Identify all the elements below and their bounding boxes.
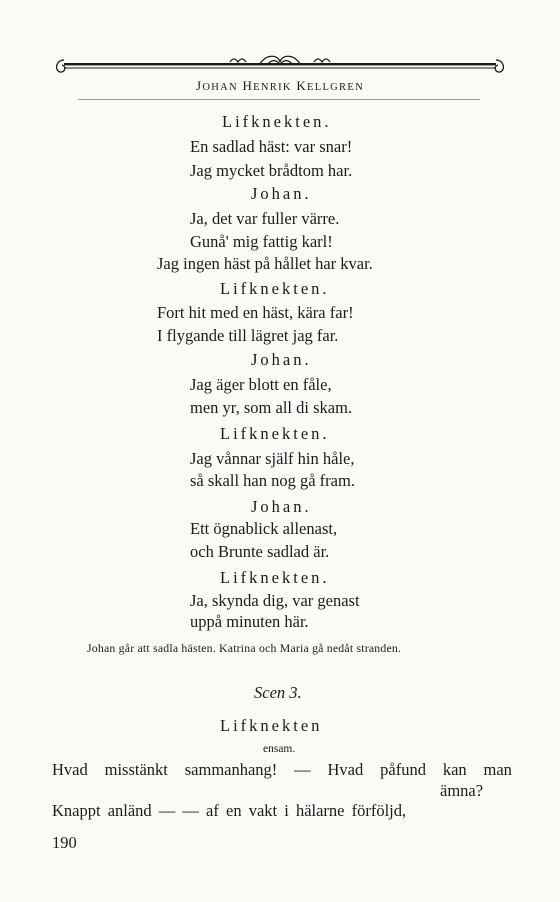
speaker-name: Lifknekten. [222,112,332,131]
header-ornament-icon [50,52,510,80]
speaker-name: Lifknekten. [220,279,330,298]
verse-line: Ja, skynda dig, var genast [190,591,360,610]
verse-word: kan [442,760,467,779]
verse-line [52,760,512,780]
verse-line: Knappt anländ — — af en vakt i hälarne förföljd, [52,801,407,820]
verse-line: Ett ögnablick allenast, [190,519,338,538]
verse-line: Jag ingen häst på hållet har kvar. [157,254,373,273]
verse-line: Jag mycket brådtom har. [190,161,353,180]
verse-word: påfund [380,760,426,779]
verse-line: En sadlad häst: var snar! [190,137,353,156]
verse-line: Jag vånnar själf hin håle, [190,449,355,468]
verse-line-continuation: ämna? [440,781,484,800]
running-head-part: OHAN [202,82,238,93]
verse-line: men yr, som all di skam. [190,398,353,417]
running-head-initial: J [196,78,203,93]
verse-word: Hvad [327,760,364,779]
verse-word: man [483,760,512,779]
verse-word: misstänkt [104,760,168,779]
verse-line: Jag äger blott en fåle, [190,375,332,394]
scene-title: Scen 3. [254,683,302,702]
stage-note: ensam. [263,743,296,755]
verse-line: Ja, det var fuller värre. [190,209,340,228]
verse-line: så skall han nog gå fram. [190,471,355,490]
running-head-part: ENRIK [253,82,292,93]
running-head-initial: K [296,78,308,93]
speaker-name: Lifknekten. [220,568,330,587]
verse-line: och Brunte sadlad är. [190,542,330,561]
verse-line: uppå minuten här. [190,612,309,631]
verse-line: I flygande till lägret jag far. [157,326,339,345]
running-head-initial: H [242,78,254,93]
verse-line: Gunå' mig fattig karl! [190,232,333,251]
speaker-name: Johan. [251,350,312,369]
speaker-name: Lifknekten. [220,424,330,443]
verse-word: Hvad [52,760,88,779]
verse-word: — [294,760,311,779]
speaker-name: Johan. [251,497,312,516]
header-rule [78,99,480,100]
speaker-name: Johan. [251,184,312,203]
verse-line: Fort hit med en häst, kära far! [157,303,354,322]
stage-direction: Johan går att sadla hästen. Katrina och Maria gå nedåt stranden. [87,641,402,655]
page-number: 190 [52,833,77,852]
running-head [0,78,560,94]
running-head-part: ELLGREN [307,82,364,93]
verse-word: sammanhang! [184,760,278,779]
speaker-name: Lifknekten [220,716,323,735]
